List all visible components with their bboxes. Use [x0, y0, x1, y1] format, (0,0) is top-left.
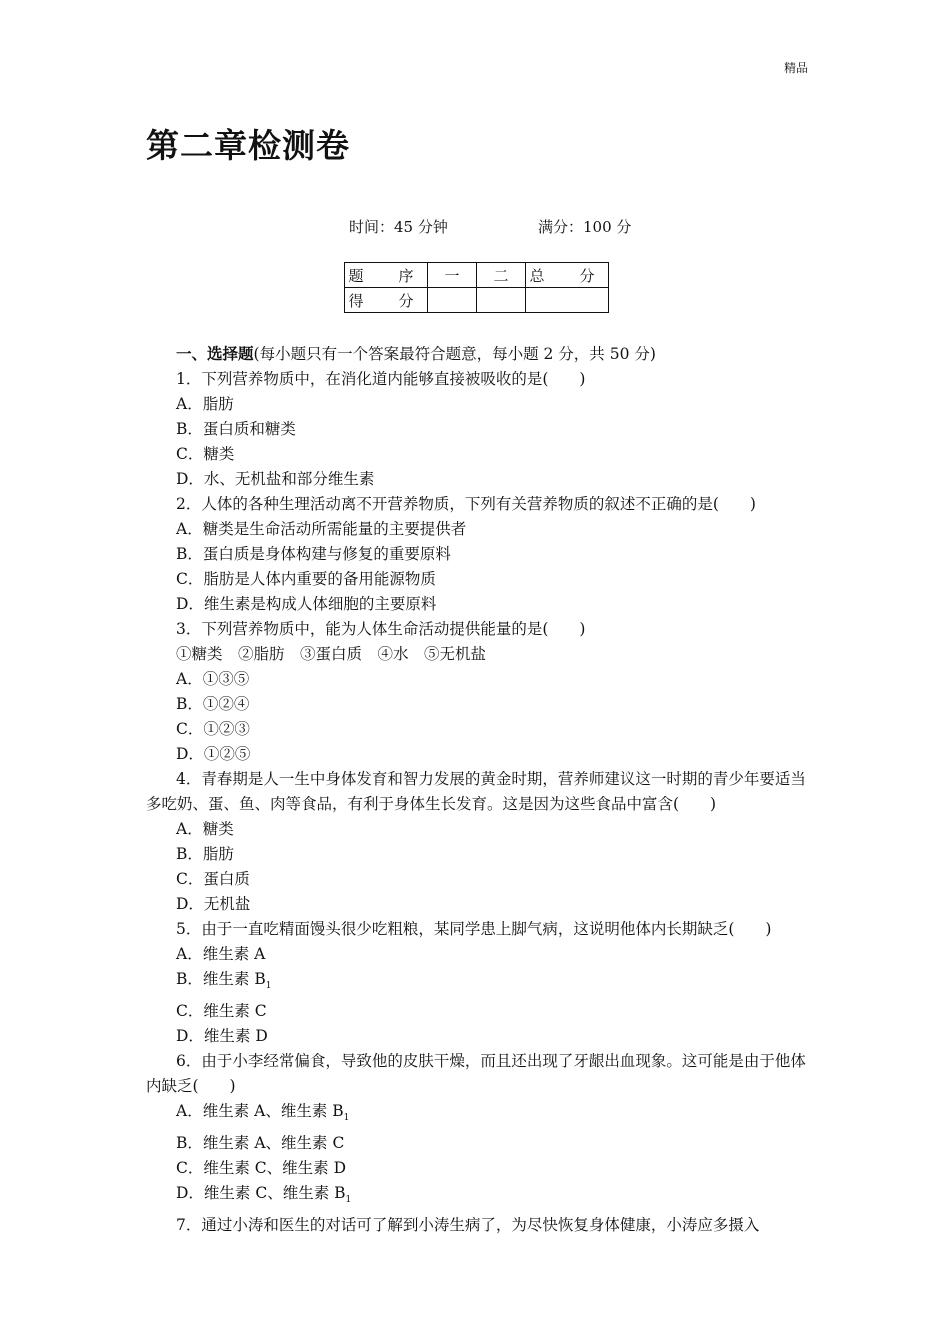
table-cell — [428, 288, 477, 313]
list-item: A．①③⑤ — [176, 670, 250, 688]
section-heading — [146, 341, 808, 367]
question-6: 6．由于小李经常偏食，导致他的皮肤干燥，而且还出现了牙龈出血现象。这可能是由于他体内缺乏( ) — [146, 1052, 806, 1096]
list-item — [146, 967, 808, 999]
list-item: D．无机盐 — [176, 895, 251, 913]
table-cell: 题 序 — [345, 263, 428, 288]
list-item: D．水、无机盐和部分维生素 — [176, 470, 375, 488]
list-item: B．蛋白质和糖类 — [176, 420, 296, 438]
exam-full-score: 满分：100 分 — [538, 218, 632, 236]
section-note: (每小题只有一个答案最符合题意，每小题 2 分，共 50 分) — [253, 345, 656, 363]
subscript: 1 — [265, 981, 272, 992]
option-text: A．维生素 A、维生素 B — [176, 1102, 344, 1121]
list-item: C．糖类 — [176, 445, 235, 463]
table-cell — [526, 288, 609, 313]
exam-time: 时间：45 分钟 — [349, 218, 448, 236]
list-item: ①糖类 ②脂肪 ③蛋白质 ④水 ⑤无机盐 — [176, 645, 487, 663]
table-cell: 得 分 — [345, 288, 428, 313]
list-item — [146, 1099, 808, 1131]
page-title: 第二章检测卷 — [146, 126, 350, 165]
list-item — [146, 1181, 808, 1213]
list-item: 1．下列营养物质中，在消化道内能够直接被吸收的是( ) — [176, 370, 586, 388]
table-row — [345, 288, 609, 313]
list-item: A．脂肪 — [176, 395, 234, 413]
list-item: C．维生素 C — [176, 1002, 267, 1021]
table-cell — [477, 288, 526, 313]
table-cell: 二 — [477, 263, 526, 288]
list-item: A．糖类 — [176, 820, 234, 838]
question-4: 4．青春期是人一生中身体发育和智力发展的黄金时期，营养师建议这一时期的青少年要适当多吃奶、蛋、鱼、肉等食品，有利于身体生长发育。这是因为这些食品中富含( ) — [146, 770, 806, 813]
option-text: D．维生素 C、维生素 B — [176, 1184, 346, 1203]
question-7: 7．通过小涛和医生的对话可了解到小涛生病了，为尽快恢复身体健康，小涛应多摄入 — [176, 1216, 760, 1235]
subscript: 1 — [343, 1113, 350, 1124]
list-item: 2．人体的各种生理活动离不开营养物质，下列有关营养物质的叙述不正确的是( ) — [176, 495, 756, 513]
list-item: D．维生素 D — [176, 1027, 268, 1046]
table-row — [345, 263, 609, 288]
list-item: C．维生素 C、维生素 D — [176, 1159, 347, 1178]
score-table — [344, 262, 609, 313]
list-item: A．维生素 A — [176, 945, 266, 963]
list-item: B．①②④ — [176, 695, 250, 713]
option-text: B．维生素 B — [176, 970, 266, 988]
list-item: A．糖类是生命活动所需能量的主要提供者 — [176, 520, 467, 538]
question-list — [146, 341, 808, 1238]
table-cell: 一 — [428, 263, 477, 288]
section-title: 一、选择题 — [176, 344, 254, 363]
list-item: 3．下列营养物质中，能为人体生命活动提供能量的是( ) — [176, 620, 586, 638]
list-item: C．①②③ — [176, 720, 250, 738]
table-cell: 总 分 — [526, 263, 609, 288]
list-item: C．蛋白质 — [176, 870, 250, 888]
subscript: 1 — [345, 1195, 352, 1206]
list-item: D．①②⑤ — [176, 745, 251, 763]
list-item: C．脂肪是人体内重要的备用能源物质 — [176, 570, 436, 588]
list-item: B．维生素 A、维生素 C — [176, 1134, 345, 1153]
list-item: D．维生素是构成人体细胞的主要原料 — [176, 595, 437, 613]
list-item: B．脂肪 — [176, 845, 234, 863]
question-5: 5．由于一直吃精面馒头很少吃粗粮，某同学患上脚气病，这说明他体内长期缺乏( ) — [176, 920, 772, 938]
list-item: B．蛋白质是身体构建与修复的重要原料 — [176, 545, 451, 563]
header-mark: 精品 — [783, 61, 808, 75]
